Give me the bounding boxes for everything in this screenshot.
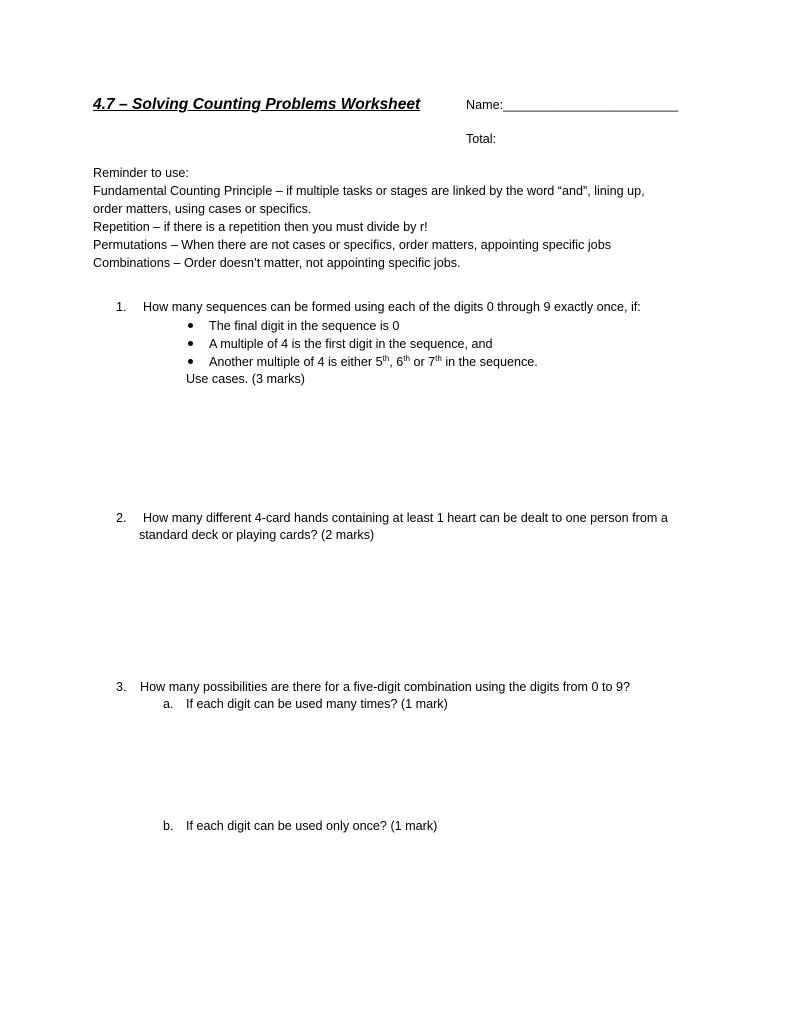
reminder-line: order matters, using cases or specifics.: [93, 202, 312, 216]
reminder-block: [93, 164, 703, 272]
question-1-condition: [186, 353, 538, 371]
question-3b-text: If each digit can be used only once? (1 mark): [186, 819, 438, 833]
worksheet-title: 4.7 – Solving Counting Problems Worksheet: [93, 96, 421, 113]
condition-text: Another multiple of 4 is either 5: [209, 355, 383, 369]
question-3-text: How many possibilities are there for a five-digit combination using the digits from 0 to 9?: [140, 680, 630, 694]
ordinal-suffix: th: [382, 354, 390, 363]
total-label: Total:: [466, 132, 497, 146]
question-3-number: 3.: [116, 680, 127, 694]
question-3b-label: b.: [163, 819, 174, 833]
reminder-line: Repetition – if there is a repetition then you must divide by r!: [93, 220, 428, 234]
reminder-line: Combinations – Order doesn’t matter, not appointing specific jobs.: [93, 256, 461, 270]
question-1-text: How many sequences can be formed using each of the digits 0 through 9 exactly once, if:: [143, 300, 641, 314]
question-3a-text: If each digit can be used many times? (1 mark): [186, 697, 448, 711]
condition-text: in the sequence.: [441, 355, 538, 369]
question-2-text-continued: standard deck or playing cards? (2 marks): [139, 528, 375, 542]
question-1-condition: A multiple of 4 is the first digit in the sequence, and: [186, 335, 538, 353]
question-1-note: Use cases. (3 marks): [186, 372, 305, 386]
question-2-number: 2.: [116, 511, 127, 525]
question-3a-label: a.: [163, 697, 174, 711]
reminder-heading: Reminder to use:: [93, 166, 189, 180]
question-2-text: How many different 4-card hands containing at least 1 heart can be dealt to one person from a: [143, 511, 668, 525]
ordinal-suffix: th: [403, 354, 410, 363]
condition-text: or 7: [409, 355, 436, 369]
reminder-line: Permutations – When there are not cases or specifics, order matters, appointing specific jobs: [93, 238, 611, 252]
condition-text: , 6: [389, 355, 404, 369]
ordinal-suffix: th: [435, 354, 442, 363]
reminder-line: Fundamental Counting Principle – if multiple tasks or stages are linked by the word “and”, lining up,: [93, 184, 645, 198]
name-field-label: Name:_________________________: [466, 98, 679, 112]
question-1-number: 1.: [116, 300, 127, 314]
question-1-condition: The final digit in the sequence is 0: [186, 317, 538, 335]
question-1-conditions: [186, 317, 538, 371]
